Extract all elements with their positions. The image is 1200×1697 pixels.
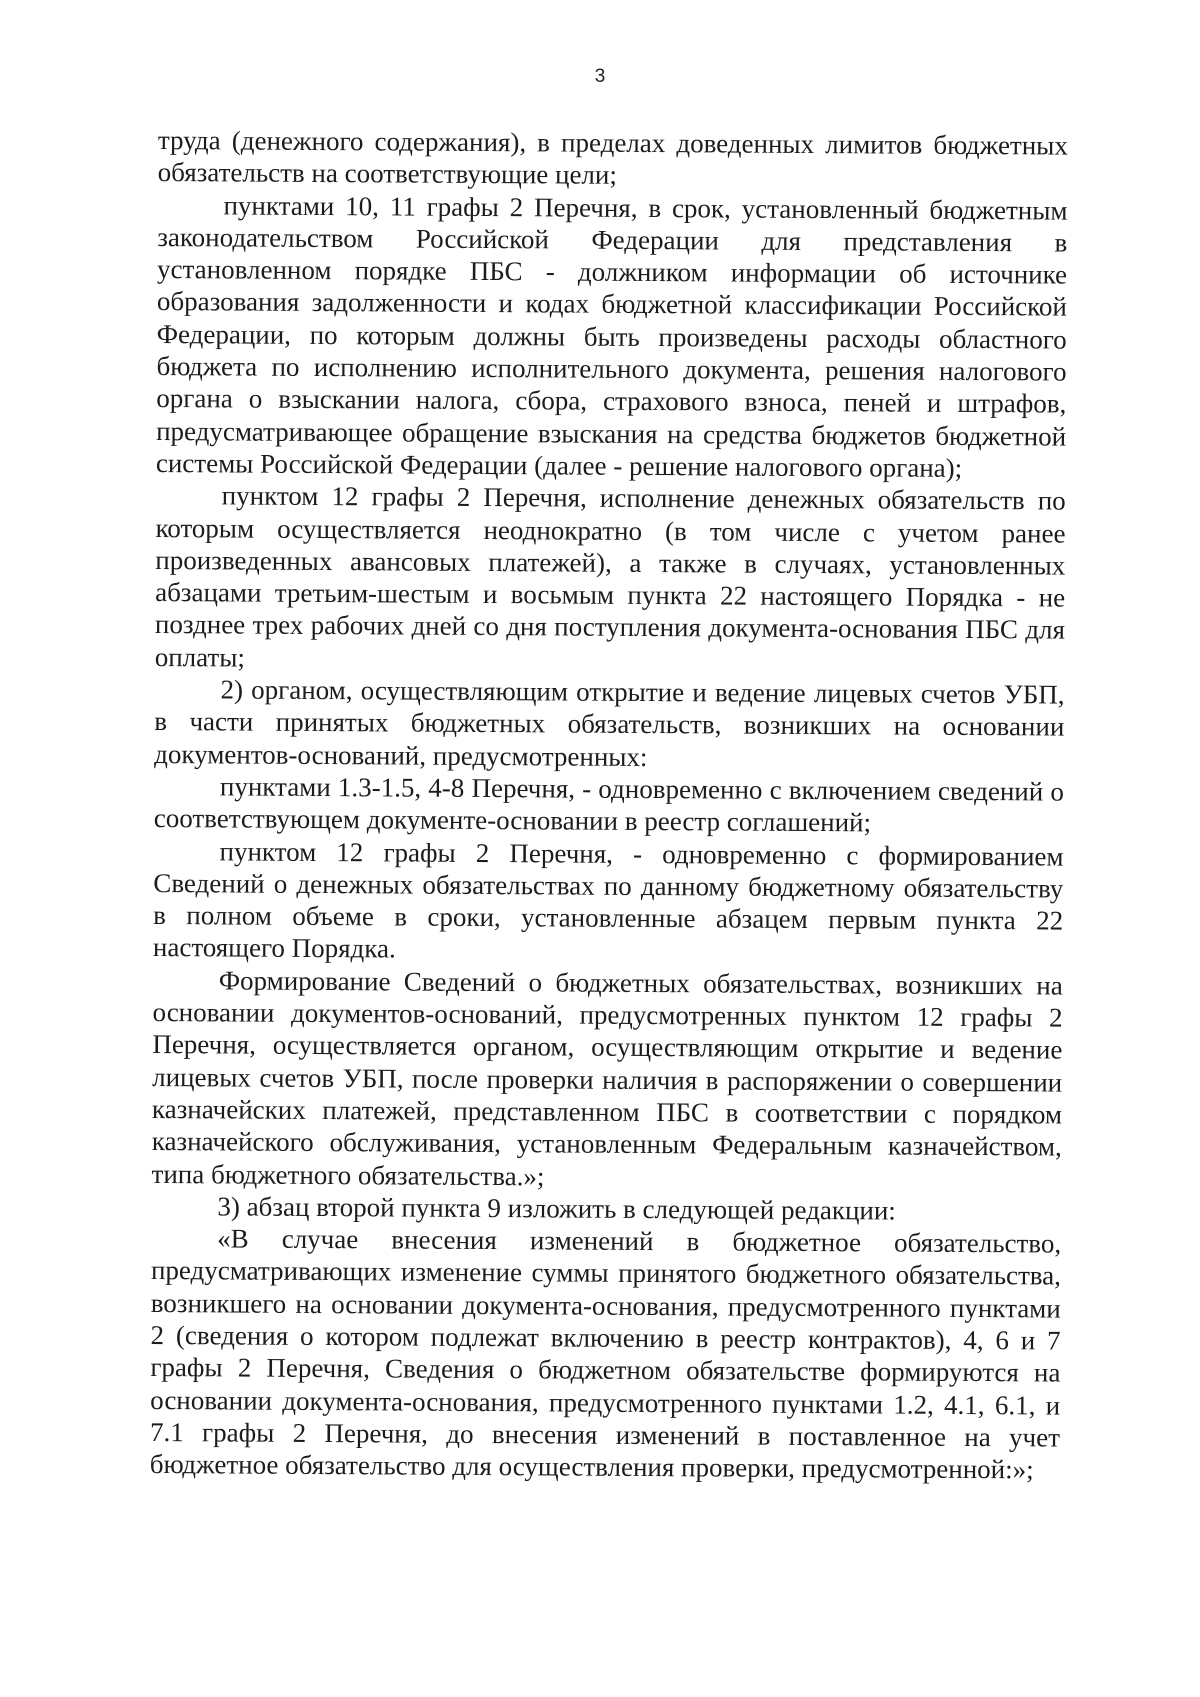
paragraph: пунктами 10, 11 графы 2 Перечня, в срок, установленный бюджетным законодательством Российской Федерации для представления в установленном порядке ПБС - должником информации об источнике образования задолженности и кодах бюджетной классификации Российской Федерации, по которым должны быть произведены расходы областного бюджета по исполнению исполнительного документа, решения налогового органа о взыскании налога, сбора, страхового взноса, пеней и штрафов, предусматривающее обращение взыскания на средства бюджетов бюджетной системы Российской Федерации (далее - решение налогового органа); — [155, 189, 1068, 483]
paragraph: труда (денежного содержания), в пределах доведенных лимитов бюджетных обязательств на соответствующие цели; — [157, 124, 1068, 191]
page-number: 3 — [594, 66, 606, 87]
paragraph: пунктом 12 графы 2 Перечня, - одновременно с формированием Сведений о денежных обязательствах по данному бюджетному обязательству в полном объеме в сроки, установленные абзацем первым пункта 22 настоящего Порядка. — [152, 835, 1064, 964]
paragraph: Формирование Сведений о бюджетных обязательствах, возникших на основании документов-оснований, предусмотренных пунктом 12 графы 2 Перечня, осуществляется органом, осуществляющим открытие и ведение лицевых счетов УБП, после проверки наличия в распоряжении о совершении казначейских платежей, представленном ПБС в соответствии с порядком казначейского обслуживания, установленным Федеральным казначейством, типа бюджетного обязательства.»; — [151, 965, 1063, 1191]
paragraph: 3) абзац второй пункта 9 изложить в следующей редакции: — [217, 1191, 896, 1226]
paragraph: пунктами 1.3-1.5, 4-8 Перечня, - одновременно с включением сведений о соответствующем документе-основании в реестр соглашений; — [153, 771, 1065, 838]
paragraph: «В случае внесения изменений в бюджетное обязательство, предусматривающих изменение суммы принятого бюджетного обязательства, возникшего на основании документа-основания, предусмотренного пунктами 2 (сведения о котором подлежат включению в реестр контрактов), 4, 6 и 7 графы 2 Перечня, Сведения о бюджетном обязательстве формируются на основании документа-основания, предусмотренного пунктами 1.2, 4.1, 6.1, и 7.1 графы 2 Перечня, до внесения изменений в поставленное на учет бюджетное обязательство для осуществления проверки, предусмотренной:»; — [149, 1223, 1062, 1485]
paragraph: 2) органом, осуществляющим открытие и ведение лицевых счетов УБП, в части принятых бюджетных обязательств, возникших на основании документов-оснований, предусмотренных: — [154, 674, 1065, 772]
document-body — [150, 124, 1068, 1486]
paragraph: пунктом 12 графы 2 Перечня, исполнение денежных обязательств по которым осуществляется неоднократно (в том числе с учетом ранее произведенных авансовых платежей), а также в случаях, установленных абзацами третьим-шестым и восьмым пункта 22 настоящего Порядка - не позднее трех рабочих дней со дня поступления документа-основания ПБС для оплаты; — [154, 480, 1066, 673]
